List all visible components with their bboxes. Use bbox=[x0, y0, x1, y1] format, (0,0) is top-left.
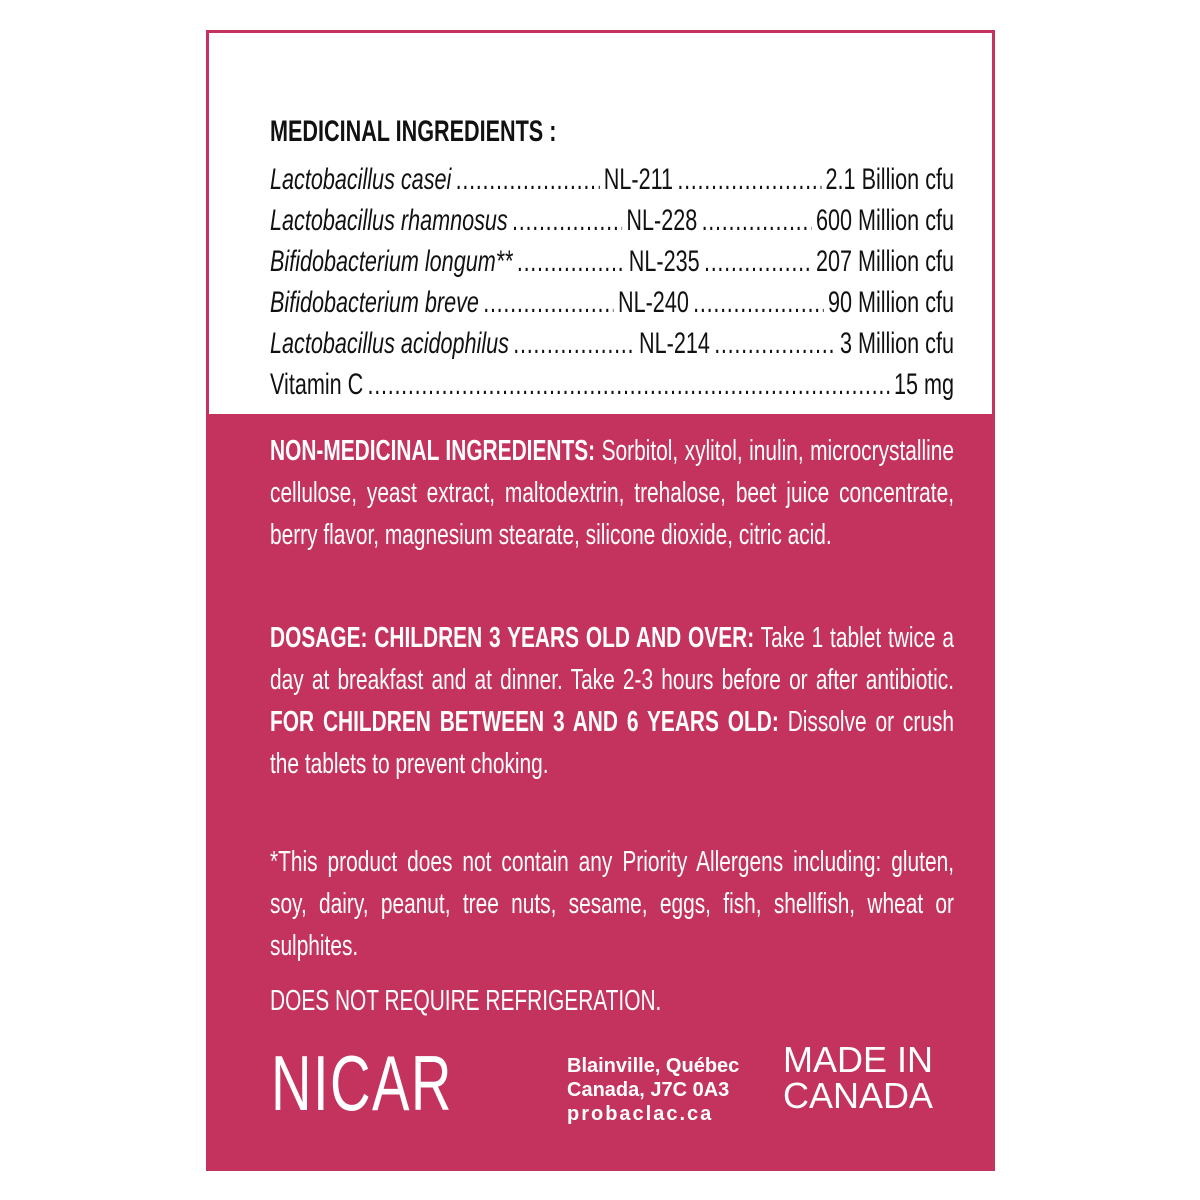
non-medicinal-ingredients bbox=[270, 430, 954, 556]
dosage-label-young: FOR CHILDREN BETWEEN 3 AND 6 YEARS OLD: bbox=[270, 706, 779, 738]
vitamin-amount: 15 mg bbox=[893, 368, 954, 401]
info-section bbox=[209, 414, 992, 1168]
dot-leader bbox=[714, 327, 835, 361]
ingredient-name: Bifidobacterium breve bbox=[270, 286, 479, 319]
dosage-instructions bbox=[270, 617, 954, 785]
allergen-statement: *This product does not contain any Priority Allergens including: gluten, soy, dairy, peanut, tree nuts, sesame, eggs, fish, shellfish, wheat or sulphites. bbox=[270, 846, 954, 962]
ingredient-code: NL-240 bbox=[618, 286, 689, 319]
dot-leader bbox=[517, 245, 625, 279]
ingredient-amount: 207 Million cfu bbox=[815, 245, 955, 278]
ingredient-row bbox=[270, 286, 954, 326]
dot-leader bbox=[512, 204, 622, 238]
ingredient-name: Lactobacillus rhamnosus bbox=[270, 204, 508, 237]
ingredient-amount: 600 Million cfu bbox=[815, 204, 955, 237]
dot-leader bbox=[693, 286, 823, 320]
brand-logo: NICAR bbox=[271, 1039, 453, 1127]
ingredient-row bbox=[270, 327, 954, 367]
dot-leader bbox=[368, 368, 890, 402]
dot-leader bbox=[483, 286, 613, 320]
ingredient-code: NL-228 bbox=[626, 204, 698, 237]
ingredient-name: Bifidobacterium longum** bbox=[270, 245, 513, 278]
ingredient-code: NL-214 bbox=[639, 327, 710, 360]
vitamin-name: Vitamin C bbox=[270, 368, 364, 401]
ingredient-name: Lactobacillus casei bbox=[270, 163, 452, 196]
made-in-canada bbox=[783, 1039, 934, 1116]
vitamin-row bbox=[270, 368, 954, 408]
dosage-text-young: Dissolve or crush the tablets to prevent choking. bbox=[270, 706, 954, 780]
storage-statement: DOES NOT REQUIRE REFRIGERATION. bbox=[270, 985, 662, 1017]
medicinal-section bbox=[209, 33, 992, 414]
ingredient-code: NL-211 bbox=[603, 163, 674, 196]
company-address bbox=[567, 1054, 739, 1126]
made-in-line-1: MADE IN bbox=[783, 1039, 934, 1080]
website-link: probaclac.ca bbox=[567, 1103, 714, 1125]
ingredient-amount: 2.1 Billion cfu bbox=[825, 163, 955, 196]
ingredient-amount: 3 Million cfu bbox=[839, 327, 954, 360]
ingredient-row bbox=[270, 245, 954, 285]
medicinal-title: MEDICINAL INGREDIENTS : bbox=[270, 115, 557, 148]
ingredient-code: NL-235 bbox=[628, 245, 700, 278]
dot-leader bbox=[677, 163, 821, 197]
made-in-line-2: CANADA bbox=[783, 1075, 934, 1116]
product-label-panel bbox=[206, 30, 995, 1171]
dosage-text: Take 1 tablet twice a day at breakfast and at dinner. Take 2-3 hours before or after antibiotic. bbox=[270, 622, 954, 696]
dot-leader bbox=[456, 163, 600, 197]
ingredient-row bbox=[270, 163, 954, 203]
address-line-2: Canada, J7C 0A3 bbox=[567, 1079, 730, 1101]
non-medicinal-label: NON-MEDICINAL INGREDIENTS: bbox=[270, 435, 596, 467]
dot-leader bbox=[513, 327, 634, 361]
ingredient-row bbox=[270, 204, 954, 244]
dosage-label: DOSAGE: CHILDREN 3 YEARS OLD AND OVER: bbox=[270, 622, 755, 654]
ingredient-name: Lactobacillus acidophilus bbox=[270, 327, 509, 360]
dot-leader bbox=[702, 204, 812, 238]
non-medicinal-text: Sorbitol, xylitol, inulin, microcrystalline cellulose, yeast extract, maltodextrin, trehalose, beet juice concentrate, berry flavor, magnesium stearate, silicone dioxide, citric acid. bbox=[270, 435, 955, 551]
ingredient-amount: 90 Million cfu bbox=[827, 286, 955, 319]
dot-leader bbox=[704, 245, 812, 279]
address-line-1: Blainville, Québec bbox=[567, 1055, 740, 1077]
